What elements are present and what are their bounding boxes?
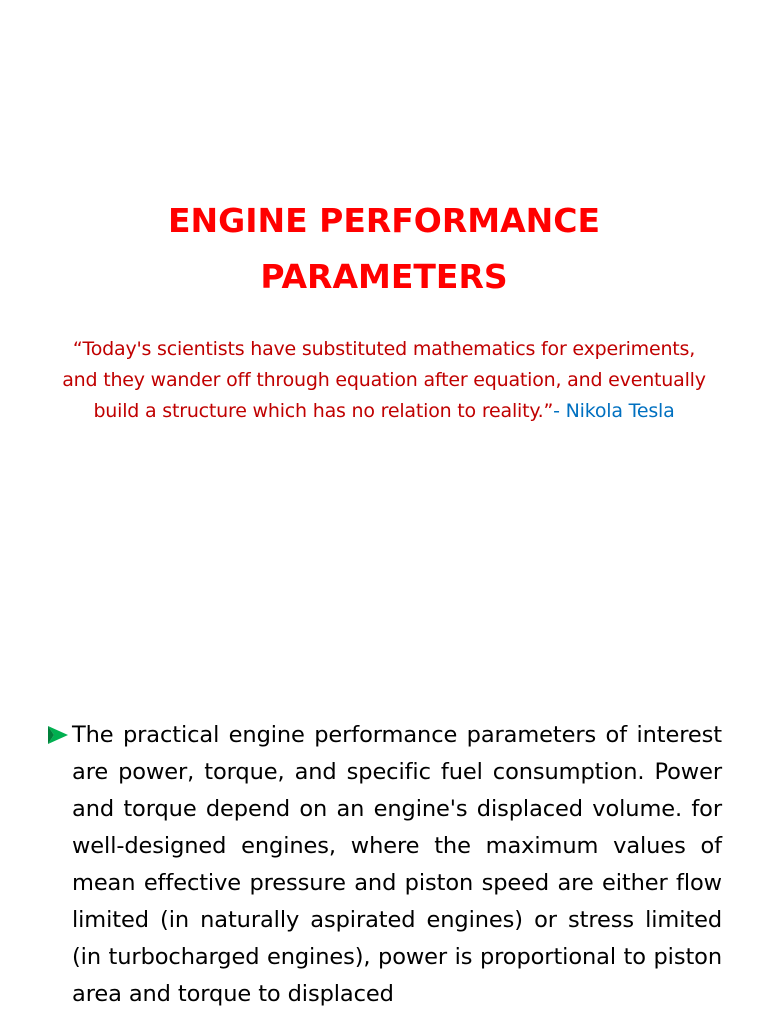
slide-title bbox=[0, 193, 768, 305]
quote-line-2: and they wander off through equation after equation, and eventually bbox=[62, 369, 706, 391]
tesla-quote bbox=[0, 334, 768, 427]
quote-line-3 bbox=[0, 396, 768, 427]
quote-line-3-text: build a structure which has no relation to reality.” bbox=[93, 400, 554, 422]
title-line-2: PARAMETERS bbox=[260, 257, 508, 296]
quote-line-1: “Today's scientists have substituted mathematics for experiments, bbox=[72, 338, 696, 360]
quote-author: - Nikola Tesla bbox=[553, 400, 675, 422]
bullet-text: The practical engine performance parameters of interest are power, torque, and specific fuel consumption. Power and torque depend on an engine's displaced volume. for well-designed engines, where the maximum values of mean effective pressure and piston speed are either flow limited (in naturally aspirated engines) or stress limited (in turbocharged engines), power is proportional to piston area and torque to displaced bbox=[72, 722, 722, 1007]
title-line-1: ENGINE PERFORMANCE bbox=[167, 201, 601, 240]
bullet-item bbox=[46, 717, 722, 1013]
arrow-bullet-icon bbox=[46, 723, 70, 747]
